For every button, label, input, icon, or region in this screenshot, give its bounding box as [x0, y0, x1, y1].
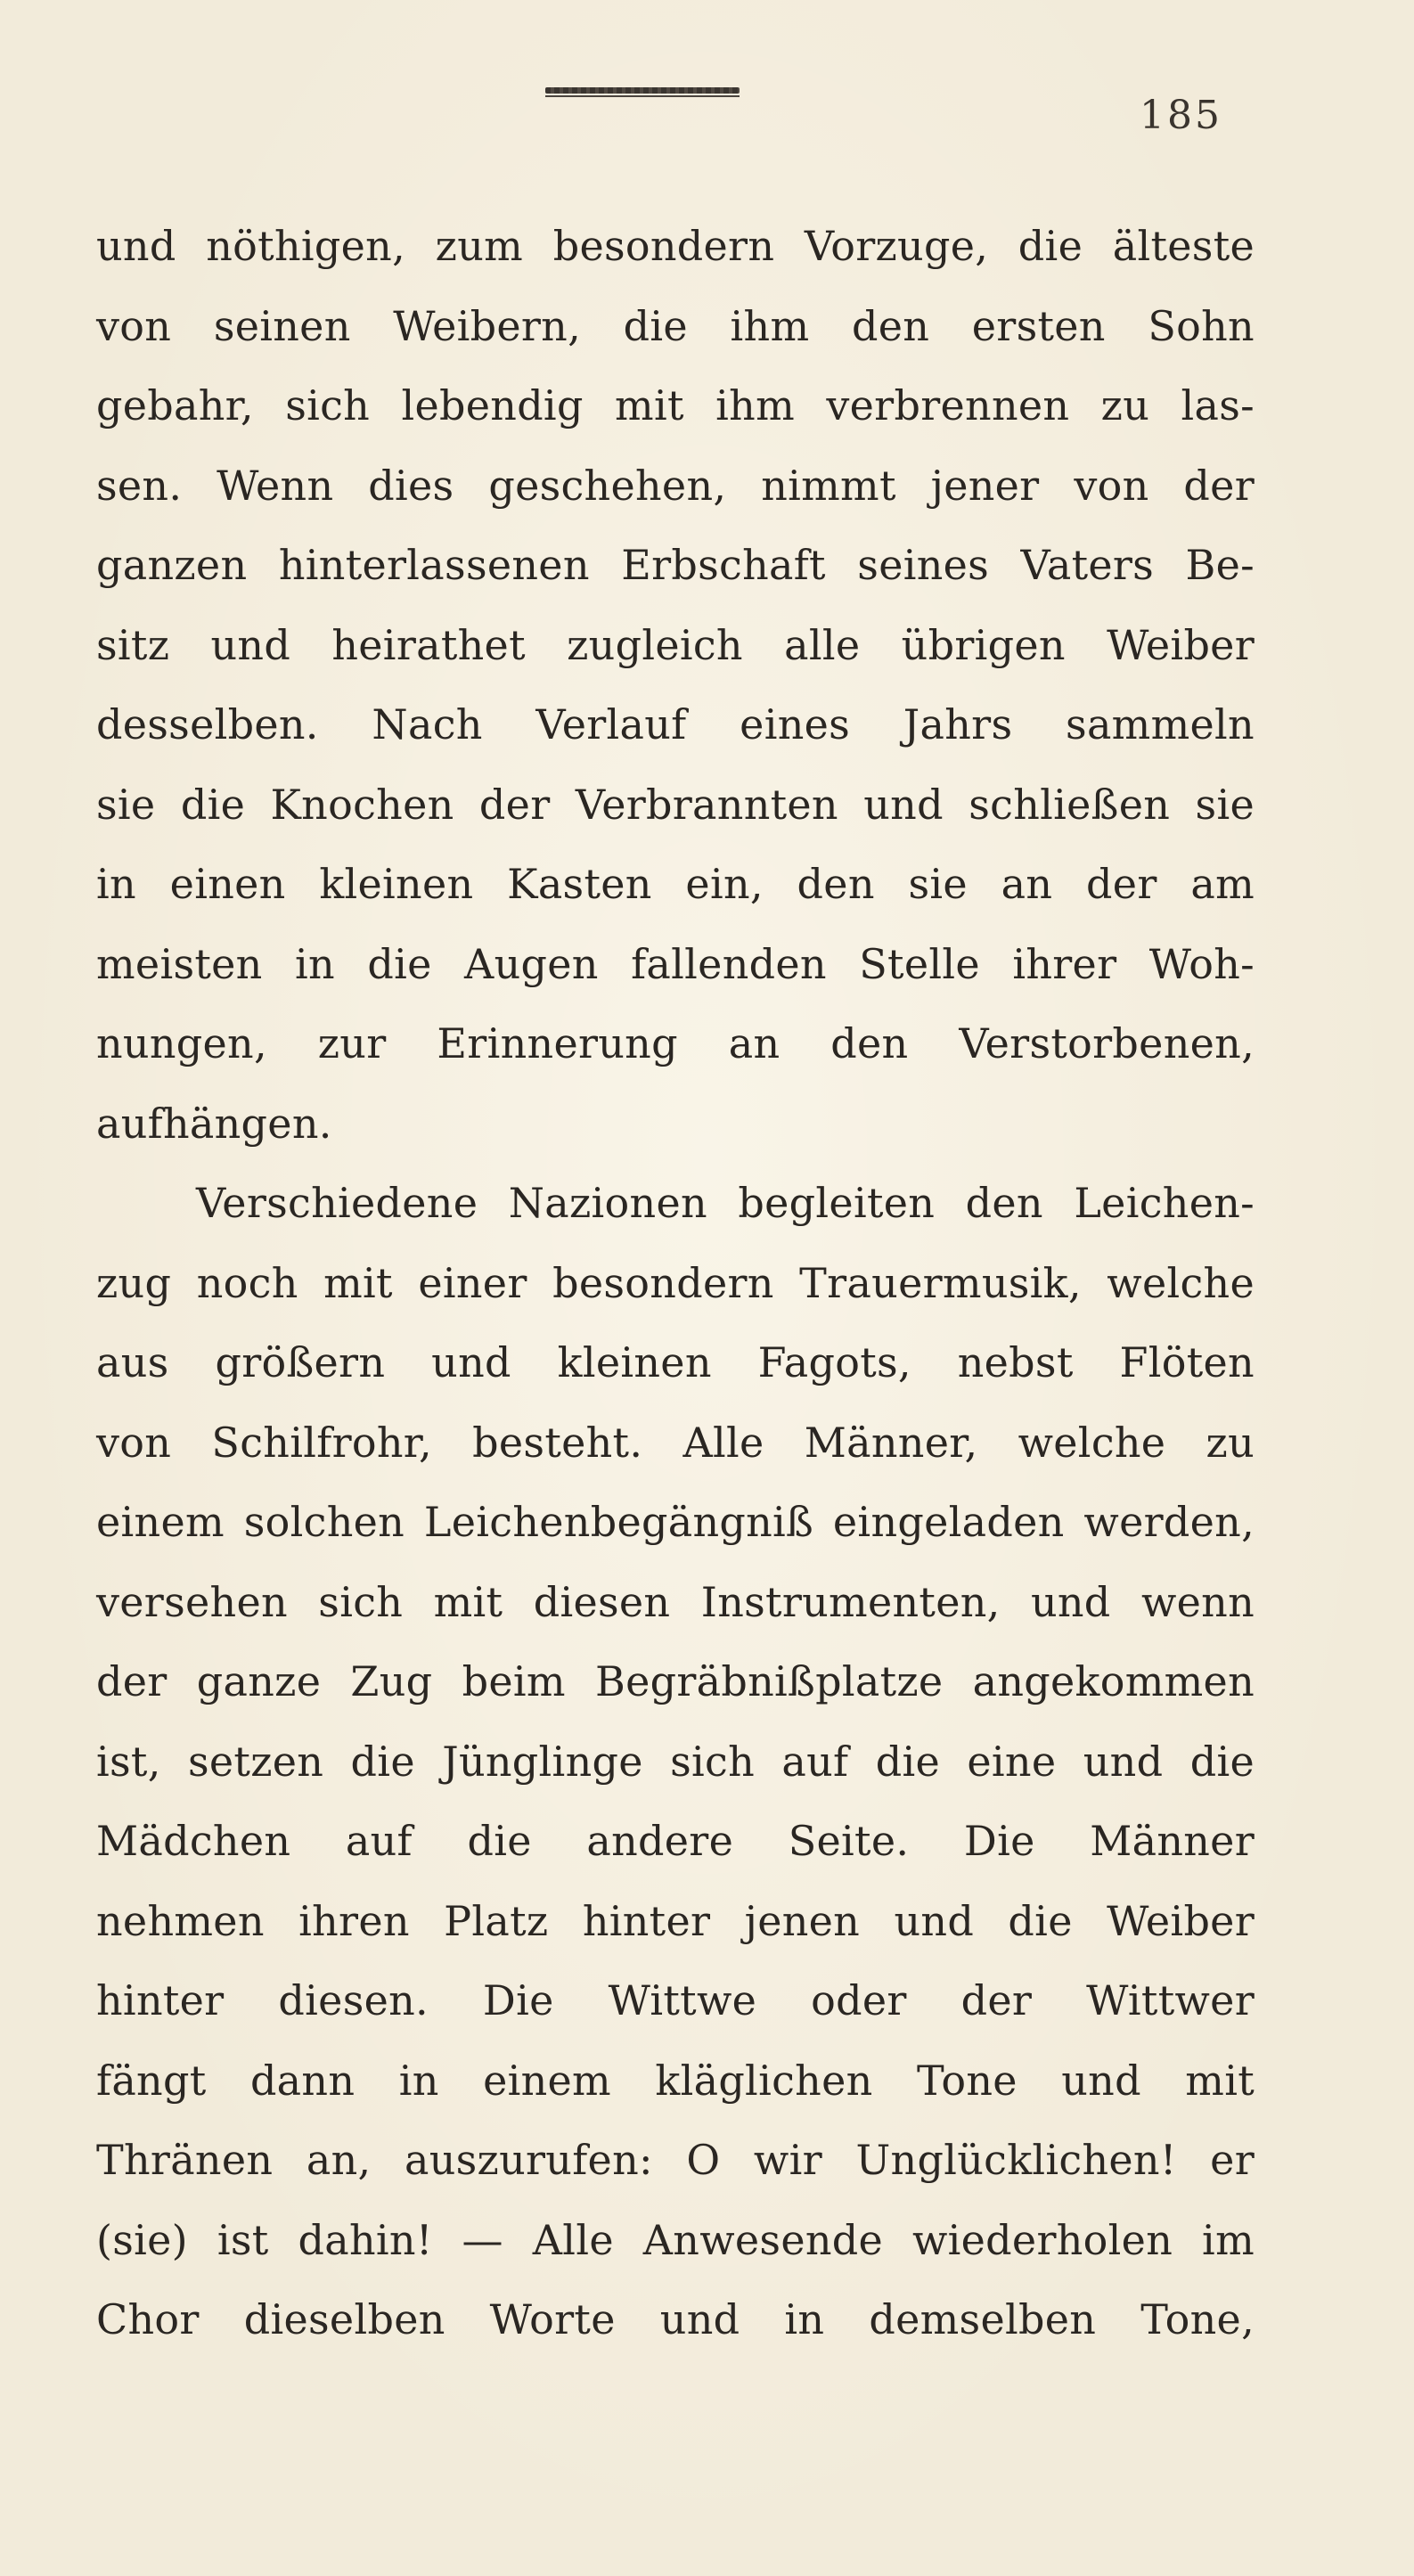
text-line: sitz und heirathet zugleich alle übrigen Weiber [96, 620, 1255, 669]
text-line: aufhängen. [96, 1099, 332, 1148]
text-line: nehmen ihren Platz hinter jenen und die Weiber [96, 1896, 1255, 1945]
text-line: von Schilfrohr, besteht. Alle Männer, welche zu [96, 1418, 1255, 1467]
paragraph-first-line: Verschiedene Nazionen begleiten den Leichen- [196, 1179, 1255, 1227]
ornament-line [545, 95, 740, 97]
header-ornament-rule [545, 87, 740, 98]
text-line: zug noch mit einer besondern Trauermusik, welche [96, 1258, 1255, 1307]
text-line: nungen, zur Erinnerung an den Verstorbenen, [96, 1019, 1255, 1067]
text-line: gebahr, sich lebendig mit ihm verbrennen zu las- [96, 381, 1255, 429]
text-line: einem solchen Leichenbegängniß eingeladen werden, [96, 1498, 1255, 1546]
body-text [96, 207, 1255, 2360]
text-line: meisten in die Augen fallenden Stelle ihrer Woh- [96, 939, 1255, 988]
text-line: hinter diesen. Die Wittwe oder der Wittwer [96, 1976, 1255, 2024]
text-line: und nöthigen, zum besondern Vorzuge, die älteste [96, 222, 1255, 270]
text-line: der ganze Zug beim Begräbnißplatze angekommen [96, 1657, 1255, 1705]
text-line: (sie) ist dahin! — Alle Anwesende wiederholen im [96, 2215, 1255, 2264]
text-line: Mädchen auf die andere Seite. Die Männer [96, 1817, 1255, 1865]
ornament-bar [545, 87, 740, 94]
page-number: 185 [1140, 93, 1222, 138]
text-line: ist, setzen die Jünglinge sich auf die eine und die [96, 1737, 1255, 1786]
text-line: ganzen hinterlassenen Erbschaft seines Vaters Be- [96, 541, 1255, 589]
text-line: fängt dann in einem kläglichen Tone und mit [96, 2056, 1255, 2105]
text-line: desselben. Nach Verlauf eines Jahrs sammeln [96, 700, 1255, 748]
text-line: Thränen an, auszurufen: O wir Unglücklichen! er [96, 2136, 1255, 2184]
text-line: von seinen Weibern, die ihm den ersten Sohn [96, 301, 1255, 350]
text-line: sen. Wenn dies geschehen, nimmt jener von der [96, 461, 1255, 510]
text-line: in einen kleinen Kasten ein, den sie an der am [96, 860, 1255, 908]
text-line: sie die Knochen der Verbrannten und schließen sie [96, 780, 1255, 829]
text-line: versehen sich mit diesen Instrumenten, und wenn [96, 1577, 1255, 1626]
text-line: aus größern und kleinen Fagots, nebst Flöten [96, 1338, 1255, 1386]
text-line: Chor dieselben Worte und in demselben Tone, [96, 2295, 1255, 2343]
